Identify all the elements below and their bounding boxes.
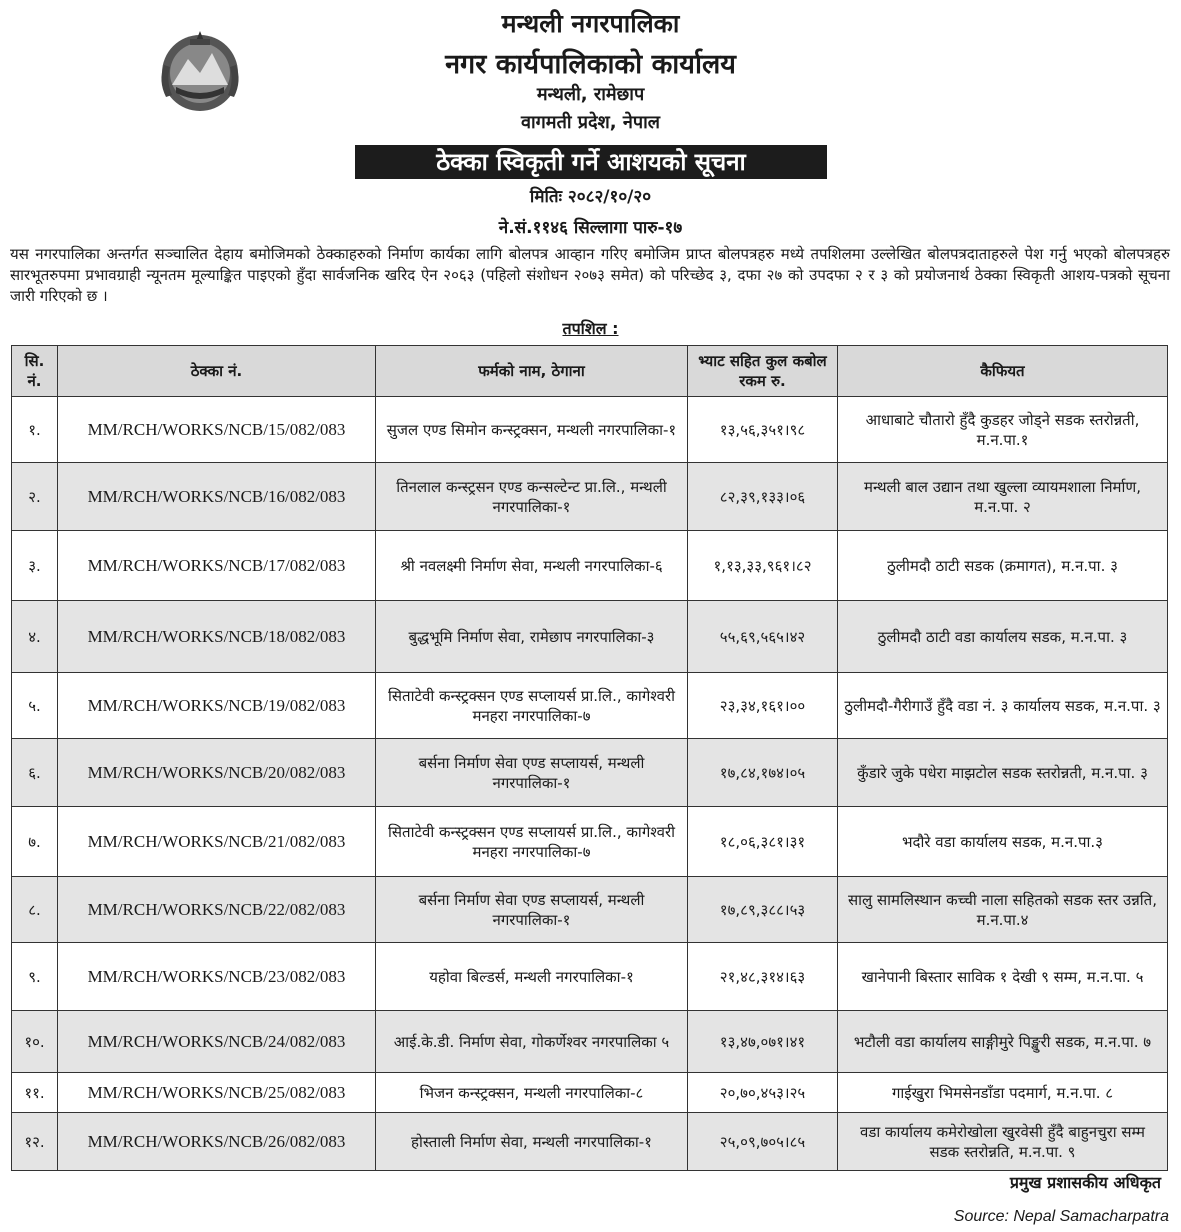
table-row: [12, 673, 1168, 739]
cell-remarks: कुँडारे जुके पधेरा माझटोल सडक स्तरोन्नती, म.न.पा. ३: [838, 739, 1168, 807]
table-row: [12, 943, 1168, 1011]
cell-sn: ४.: [12, 601, 58, 673]
cell-remarks: सालु सामलिस्थान कच्ची नाला सहितको सडक स्तर उन्नति, म.न.पा.४: [838, 877, 1168, 943]
table-header-row: [12, 346, 1168, 397]
table-row: [12, 463, 1168, 531]
notice-title-banner: ठेक्का स्विकृती गर्ने आशयको सूचना: [355, 145, 827, 179]
cell-remarks: भटौली वडा कार्यालय साङ्गीमुरे पिङ्खुरी सडक, म.न.पा. ७: [838, 1011, 1168, 1073]
cell-firm: बर्सना निर्माण सेवा एण्ड सप्लायर्स, मन्थली नगरपालिका-१: [376, 877, 688, 943]
cell-firm: सिताटेवी कन्स्ट्रक्सन एण्ड सप्लायर्स प्रा.लि., कागेश्वरी मनहरा नगरपालिका-७: [376, 673, 688, 739]
notice-date: मितिः २०८२/१०/२०: [529, 187, 652, 207]
cell-contract-no: MM/RCH/WORKS/NCB/20/082/083: [58, 739, 376, 807]
cell-amount: २३,३४,१६१।००: [688, 673, 838, 739]
cell-contract-no: MM/RCH/WORKS/NCB/17/082/083: [58, 531, 376, 601]
table-row: [12, 1011, 1168, 1073]
cell-amount: २१,४८,३१४।६३: [688, 943, 838, 1011]
cell-contract-no: MM/RCH/WORKS/NCB/25/082/083: [58, 1073, 376, 1113]
cell-remarks: आधाबाटे चौतारो हुँदै कुडहर जोड्ने सडक स्तरोन्नती, म.न.पा.१: [838, 397, 1168, 463]
cell-sn: १२.: [12, 1113, 58, 1171]
cell-amount: १७,८४,१७४।०५: [688, 739, 838, 807]
col-header-firm: फर्मको नाम, ठेगाना: [376, 346, 688, 397]
table-row: [12, 601, 1168, 673]
source-credit: Source: Nepal Samacharpatra: [953, 1208, 1169, 1225]
cell-amount: १,१३,३३,९६१।८२: [688, 531, 838, 601]
cell-amount: १७,८९,३८८।५३: [688, 877, 838, 943]
cell-sn: ९.: [12, 943, 58, 1011]
cell-amount: ५५,६९,५६५।४२: [688, 601, 838, 673]
col-header-amount: भ्याट सहित कुल कबोल रकम रु.: [688, 346, 838, 397]
intro-paragraph: यस नगरपालिका अन्तर्गत सञ्चालित देहाय बमोजिमको ठेक्काहरुको निर्माण कार्यका लागि बोलपत्र आव्हान गरिए बमोजिम प्राप्त बोलपत्रहरु मध्ये तपशिलमा उल्लेखित बोलपत्रदाताहरुले पेश गर्नु भएको बोलपत्रहरु सारभूतरुपमा प्रभावग्राही न्यूनतम मूल्याङ्कित पाइएको हुँदा सार्वजनिक खरिद ऐन २०६३ (पहिलो संशोधन २०७३ समेत) को परिच्छेद ३, दफा २७ को उपदफा २ र ३ को प्रयोजनार्थ ठेक्का स्विकृती आशय-पत्रको सूचना जारी गरिएको छ ।: [10, 245, 1170, 305]
municipality-name: मन्थली नगरपालिका: [501, 9, 680, 38]
cell-remarks: ठुलीमदौ ठाटी सडक (क्रमागत), म.न.पा. ३: [838, 531, 1168, 601]
cell-firm: भिजन कन्स्ट्रक्सन, मन्थली नगरपालिका-८: [376, 1073, 688, 1113]
cell-remarks: भदौरे वडा कार्यालय सडक, म.न.पा.३: [838, 807, 1168, 877]
cell-remarks: गाईखुरा भिमसेनडाँडा पदमार्ग, म.न.पा. ८: [838, 1073, 1168, 1113]
table-row: [12, 1113, 1168, 1171]
cell-firm: आई.के.डी. निर्माण सेवा, गोकर्णेश्वर नगरपालिका ५: [376, 1011, 688, 1073]
cell-remarks: खानेपानी बिस्तार साविक १ देखी ९ सम्म, म.न.पा. ५: [838, 943, 1168, 1011]
cell-amount: १३,५६,३५१।९८: [688, 397, 838, 463]
cell-sn: ११.: [12, 1073, 58, 1113]
cell-sn: ५.: [12, 673, 58, 739]
cell-firm: बुद्धभूमि निर्माण सेवा, रामेछाप नगरपालिका-३: [376, 601, 688, 673]
cell-amount: ८२,३९,१३३।०६: [688, 463, 838, 531]
col-header-contract-no: ठेक्का नं.: [58, 346, 376, 397]
cell-sn: २.: [12, 463, 58, 531]
col-header-sn: सि. नं.: [12, 346, 58, 397]
cell-sn: १०.: [12, 1011, 58, 1073]
cell-contract-no: MM/RCH/WORKS/NCB/24/082/083: [58, 1011, 376, 1073]
cell-sn: ६.: [12, 739, 58, 807]
cell-firm: सिताटेवी कन्स्ट्रक्सन एण्ड सप्लायर्स प्रा.लि., कागेश्वरी मनहरा नगरपालिका-७: [376, 807, 688, 877]
cell-amount: २०,७०,४५३।२५: [688, 1073, 838, 1113]
cell-contract-no: MM/RCH/WORKS/NCB/26/082/083: [58, 1113, 376, 1171]
cell-contract-no: MM/RCH/WORKS/NCB/19/082/083: [58, 673, 376, 739]
cell-remarks: ठुलीमदौ-गैरीगाउँ हुँदै वडा नं. ३ कार्यालय सडक, म.न.पा. ३: [838, 673, 1168, 739]
cell-firm: सुजल एण्ड सिमोन कन्स्ट्रक्सन, मन्थली नगरपालिका-१: [376, 397, 688, 463]
table-row: [12, 397, 1168, 463]
details-heading: [0, 317, 1181, 339]
cell-contract-no: MM/RCH/WORKS/NCB/21/082/083: [58, 807, 376, 877]
cell-amount: २५,०९,७०५।८५: [688, 1113, 838, 1171]
cell-firm: यहोवा बिल्डर्स, मन्थली नगरपालिका-१: [376, 943, 688, 1011]
table-row: [12, 739, 1168, 807]
cell-sn: ८.: [12, 877, 58, 943]
table-row: [12, 877, 1168, 943]
cell-contract-no: MM/RCH/WORKS/NCB/23/082/083: [58, 943, 376, 1011]
table-row: [12, 531, 1168, 601]
cell-amount: १८,०६,३८१।३१: [688, 807, 838, 877]
cell-amount: १३,४७,०७१।४१: [688, 1011, 838, 1073]
cell-remarks: मन्थली बाल उद्यान तथा खुल्ला व्यायमशाला निर्माण, म.न.पा. २: [838, 463, 1168, 531]
cell-firm: बर्सना निर्माण सेवा एण्ड सप्लायर्स, मन्थली नगरपालिका-१: [376, 739, 688, 807]
cell-contract-no: MM/RCH/WORKS/NCB/15/082/083: [58, 397, 376, 463]
cell-firm: श्री नवलक्ष्मी निर्माण सेवा, मन्थली नगरपालिका-६: [376, 531, 688, 601]
cell-sn: १.: [12, 397, 58, 463]
office-location: मन्थली, रामेछाप: [536, 84, 645, 105]
office-name: नगर कार्यपालिकाको कार्यालय: [445, 49, 736, 80]
signatory-title: प्रमुख प्रशासकीय अधिकृत: [1009, 1173, 1161, 1192]
cell-remarks: ठुलीमदौ ठाटी वडा कार्यालय सडक, म.न.पा. ३: [838, 601, 1168, 673]
table-row: [12, 1073, 1168, 1113]
cell-firm: होस्ताली निर्माण सेवा, मन्थली नगरपालिका-१: [376, 1113, 688, 1171]
nepal-sambat-date: ने.सं.११४६ सिल्लागा पारु-१७: [498, 218, 683, 238]
cell-contract-no: MM/RCH/WORKS/NCB/22/082/083: [58, 877, 376, 943]
details-heading-text: तपशिल :: [562, 319, 619, 338]
cell-firm: तिनलाल कन्स्ट्रसन एण्ड कन्सल्टेन्ट प्रा.लि., मन्थली नगरपालिका-१: [376, 463, 688, 531]
office-province: वागमती प्रदेश, नेपाल: [521, 112, 660, 133]
cell-remarks: वडा कार्यालय कमेरोखोला खुरवेसी हुँदै बाहुनचुरा सम्म सडक स्तरोन्नति, म.न.पा. ९: [838, 1113, 1168, 1171]
cell-sn: ३.: [12, 531, 58, 601]
col-header-remarks: कैफियत: [838, 346, 1168, 397]
cell-sn: ७.: [12, 807, 58, 877]
cell-contract-no: MM/RCH/WORKS/NCB/16/082/083: [58, 463, 376, 531]
cell-contract-no: MM/RCH/WORKS/NCB/18/082/083: [58, 601, 376, 673]
contract-table: [11, 345, 1168, 1171]
table-row: [12, 807, 1168, 877]
